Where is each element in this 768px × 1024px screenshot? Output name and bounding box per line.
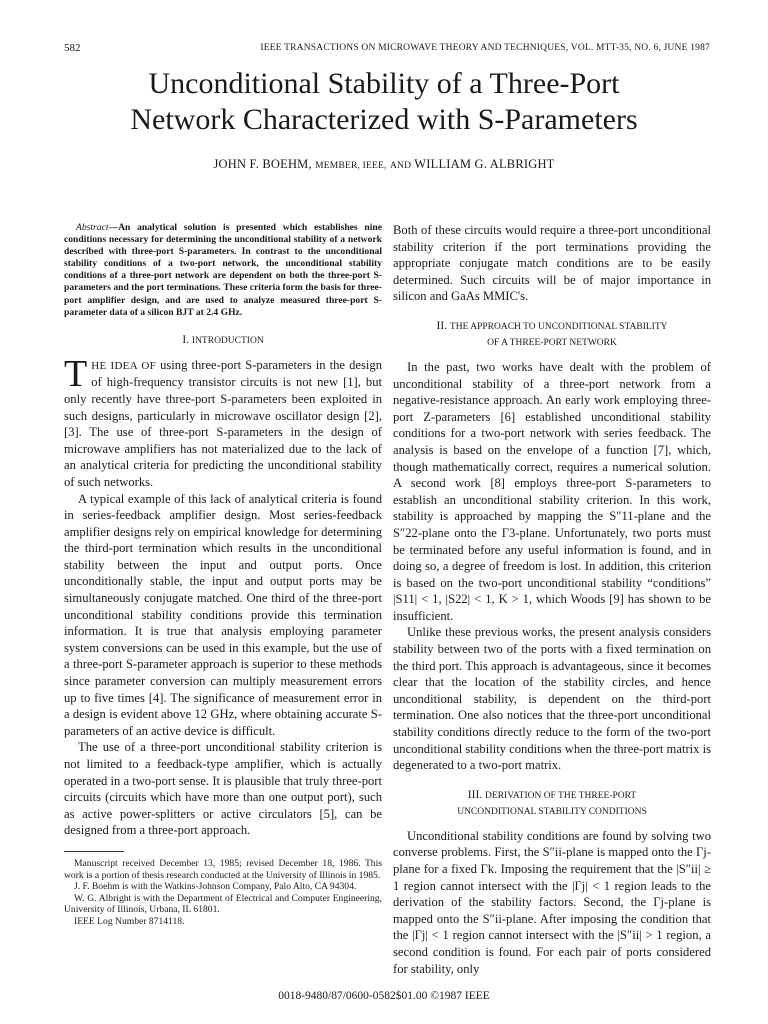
section-number: I. [182, 333, 190, 346]
paragraph: Unconditional stability conditions are found by solving two converse problems. First, the S″ii-plane is mapped onto the Γj-plane for a fixed Γk. Imposing the requirement that the |S″ii| ≥ 1 region cannot intersect with the |Γj| < 1 region leads to the derivation of the stability factors. Second, the Γj-plane is mapped onto the S″ii-plane. After imposing the condition that the |Γj| < 1 region cannot intersect with the |S″ii| > 1 region, a second condition is found. For each pair of ports considered for stability, only [393, 828, 711, 976]
drop-cap: T [64, 352, 88, 395]
author-conjunction: AND [389, 161, 412, 171]
paragraph: Both of these circuits would require a three-port unconditional stability criterion if the port terminations providing the appropriate conjugate match conditions are to be easily determined. Such circuits will be of major importance in silicon and GaAs MMIC's. [393, 223, 711, 304]
author-line [0, 157, 768, 172]
abstract [64, 222, 382, 319]
footnote: J. F. Boehm is with the Watkins-Johnson Company, Palo Alto, CA 94304. [74, 881, 357, 893]
running-head: IEEE TRANSACTIONS ON MICROWAVE THEORY AND TECHNIQUES, VOL. MTT-35, NO. 6, JUNE 1987 [260, 43, 710, 53]
section-heading [393, 788, 711, 820]
abstract-text: —An analytical solution is presented which establishes nine conditions necessary for determining the unconditional stability of a network described with three-port S-parameters. In contrast to the unconditional stability conditions of a two-port network, the unconditional stability conditions of a three-port network are dependent on both the three-port S-parameters and the port terminations. These criteria form the basis for three-port amplifier design, and are used to analyze measured three-port S-parameter data of a silicon BJT at 2.4 GHz. [64, 222, 382, 318]
title-line-1: Unconditional Stability of a Three-Port [148, 67, 620, 100]
intro-small-caps: HE IDEA OF [91, 359, 156, 372]
paragraph: A typical example of this lack of analytical criteria is found in series-feedback amplifier design. Most series-feedback amplifier designs rely on empirical knowledge for determining the third-port termination which results in the unconditional stability between the input and output ports. Once unconditionally stable, the input and output ports may be simultaneously conjugate matched. One third of the three-port unconditional stability conditions provide this termination information. It is true that analysis employing parameter system conversions can be used in this example, but the use of a three-port S-parameter approach is superior to these methods since parameter conversion can multiply measurement errors up to five times [4]. The significance of measurement error in a design is evident above 12 GHz, where obtaining accurate S-parameters of an active device is difficult. [64, 491, 382, 738]
paragraph: Unlike these previous works, the present analysis considers stability between two of the ports with a fixed termination on the third port. This approach is advantageous, since it becomes clear that the location of the stability circles, and hence unconditional stability, is dependent on the third-port termination. One also notices that the three-port unconditional stability conditions directly reduce to the form of the two-port unconditional stability conditions when the three-port matrix is degenerated to a two-port matrix. [393, 625, 711, 773]
footnote: Manuscript received December 13, 1985; revised December 18, 1986. This work is a portion of thesis research conducted at the University of Illinois in 1985. [64, 858, 382, 881]
footnotes [64, 851, 382, 928]
paragraph-text: using three-port S-parameters in the design of high-frequency transistor circuits is not new [1], but only recently have three-port S-parameters been exploited in such designs, particularly in microwave oscillator design [2], [3]. The use of three-port S-parameters in the design of microwave amplifiers has not materialized due to the lack of an analytical criteria for predicting the unconditional stability of such networks. [64, 357, 382, 489]
title-line-2: Network Characterized with S-Parameters [130, 103, 638, 136]
author-name: JOHN F. BOEHM, [213, 157, 312, 171]
paragraph [64, 352, 382, 491]
section-number: III. [467, 788, 483, 801]
author-name: WILLIAM G. ALBRIGHT [414, 157, 555, 171]
footnote: W. G. Albright is with the Department of Electrical and Computer Engineering, University of Illinois, Urbana, IL 61801. [64, 892, 382, 916]
section-heading [64, 333, 382, 349]
paragraph: The use of a three-port unconditional stability criterion is not limited to a feedback-type amplifier, which is actually operated in a two-port sense. It is plausible that truly three-port circuits (circuits which have more than one output port), such as active power-splitters or active circulators [5], can be designed from a three-port approach. [64, 740, 382, 838]
section-title: INTRODUCTION [191, 335, 264, 346]
page-number: 582 [64, 42, 81, 54]
section-title: OF A THREE-PORT NETWORK [487, 337, 617, 348]
right-column [393, 222, 711, 977]
section-number: II. [436, 319, 448, 332]
section-heading [393, 319, 711, 351]
section-title: DERIVATION OF THE THREE-PORT [485, 790, 637, 801]
paragraph: In the past, two works have dealt with the problem of unconditional stability of a three-port network from a negative-resistance approach. An early work employing three-port Z-parameters [6] established unconditional stability conditions for a two-port network with series feedback. The analysis is based on the envelope of a function [7], which, though mathematically correct, requires a numerical solution. A second work [8] employs three-port S-parameters to establish an unconditional stability criterion. In this work, stability is approached by mapping the S″11-plane and the S″22-plane onto the Γ3-plane. Unfortunately, two ports must be terminated before any useful information is found, and in doing so, a degree of freedom is lost. In addition, this criterion is based on the two-port unconditional stability “conditions” |S11| < 1, |S22| < 1, K > 1, which Woods [9] has shown to be insufficient. [393, 359, 711, 623]
left-column [64, 222, 382, 839]
paper-title [0, 66, 768, 138]
copyright-footer: 0018-9480/87/0600-0582$01.00 ©1987 IEEE [278, 990, 490, 1002]
footnote: IEEE Log Number 8714118. [74, 915, 185, 927]
abstract-lead: Abstract [76, 222, 109, 233]
author-membership: MEMBER, IEEE, [315, 161, 387, 171]
section-title: UNCONDITIONAL STABILITY CONDITIONS [457, 806, 647, 817]
section-title: THE APPROACH TO UNCONDITIONAL STABILITY [449, 321, 668, 332]
